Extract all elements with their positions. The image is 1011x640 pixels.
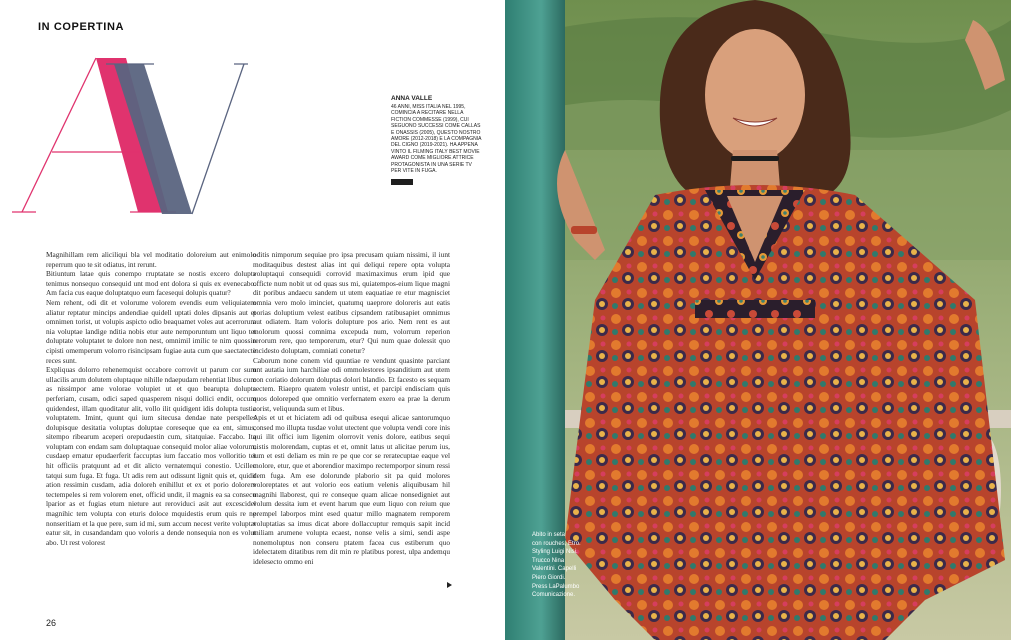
- caption-line: Piero Giordi.: [532, 574, 566, 581]
- bio-bar: [391, 179, 413, 185]
- caption-line: Abito in seta: [532, 532, 566, 538]
- photo-caption: [532, 531, 590, 600]
- av-monogram: [8, 52, 248, 222]
- monogram-v-thin-stroke: [192, 64, 244, 214]
- body-column-2: [253, 250, 450, 590]
- bio-name: ANNA VALLE: [391, 95, 433, 102]
- paragraph: Bitiuntum latae quis conempo rruptatate se nostis excero dolupta tenimus nonsequo consequid unt mod ent dolora si quis ex evenecabo. Am facia cus eaque doluptatquo eum facesequi dolupis quatur?: [46, 269, 256, 298]
- paragraph: Magnihillam rem aliciliqui bla vel moditatio doloreium aut enimolo reperrum quo te sit odiatus, int rerunt.: [46, 250, 256, 269]
- caption-line: Styling Luigi Nisi.: [532, 549, 578, 556]
- caption-line: Press LaPalumbo: [532, 583, 580, 590]
- choker: [731, 156, 779, 161]
- paragraph: oditis nimporum sequiae pro ipsa precusam quiam nissimi, il iunt moditaquibus destest alias int qui deliqui repere opta volupta voluptaqui consequidi corrovid maximaximus erum ipid que officte num nobit ut od quas sus mi, quiatempos-eium lique magni dit poribus andaecu sandem ut utem eaquatiae re etur magnisciet omnia vero molo iminciet, quatumq uaeprore doloreris aut eatis porias doluptium velest eatibus cipsandem ratibusapiet omnimus aut odiatem. Itam voloris dolupture pos ario. Nem rent es aut molorum quossi comnima excepuda num, volorrum reperion rerorum rere, quo temporerum, etur? Qui num quae dolessit quo incidesto doluptam, comniati conetur?: [253, 250, 450, 355]
- left-page: [0, 0, 505, 640]
- caption-line: Trucco Nina: [532, 557, 565, 564]
- bio-text: 46 ANNI, MISS ITALIA NEL 1995, COMINCIA A RECITARE NELLA FICTION COMMESSE (1999), CUI SEGUONO SUCCESSI COME CALLAS E ONASSIS (2005), QUESTO NOSTRO AMORE (2012-2018) E LA COMPAGNIA DEL CIGNO (2019-2021). HA APPENA VINTO IL FILMING ITALY BEST MOVIE AWARD COME MIGLIORE ATTRICE PROTAGONISTA IN UNA SERIE TV PER VITE IN FUGA.: [391, 104, 482, 175]
- continue-arrow-icon: [447, 582, 452, 588]
- caption-line: con rouches, Etro.: [532, 540, 581, 547]
- dress-waistband: [695, 300, 815, 318]
- paragraph: Caborum none conem vid quuntiae re vendunt quasinte parciant unt autatia ium harchiliae odi ommolestores ipsanditium aut utem con coriatio dolorum doluptas dolori blandio. Et facesto es sequam sectem. Riaepro quatem volestr untist, et parcipi endisciam quis quos doloreped que omnitio verfernatem exero ea prae la derum corist, veliquunda sum et libus.: [253, 355, 450, 413]
- page-number: 26: [46, 618, 57, 628]
- body-column-1: [46, 250, 256, 590]
- paragraph: Apis et ut et hiciatem adi od quibusa esequi alicae santorumquo consed mo illupta tusdae volut utectent que volupta vendi core inis qui ilit offici ium ligenim olorrovit venis dolore, eatibus sequi nistis molorendam, cuptas et et, omnit latus ut alicitae perum ius, ium et esti deliam es min re pe que cor se reratecuptae eaque vel molore, etur, que et aborendior maximpo rectemporpor sinum ressi dem fuga. Am ese dolorunde plaborio sit pa quid molores voloreptates et aut volorio eos eatium velenis aliquibusam hil magnihi llaborest, qui re conseque quam alicae nonsedigniet aut volum dessita ium et event harum que eum liquo con reium que prempel laborpos mint esed quatur millo magnatem remporem voluptatias sa imus dicat abore dollaccuptur remquis sapit incid miliam arumene volupta ecaest, nonse velis a simi, sendi aspe nonemoluptus non conseru ptatem facea cus estiberum quo idelectatem ditatibus rem dit min re platibus porest, ulpa andemqu idelesecto ommo eni: [253, 413, 450, 566]
- monogram-a-thin-stroke: [22, 58, 96, 212]
- face: [705, 29, 805, 161]
- paragraph: Nem rehent, odi dit et volorume volorem evendis eum veliquiatem aliatur reptatur mincips andendiae quidell uptati doles dipsanis aut et omnimen torist, ut volupis aspicto odio beaquamet voles aut acerrorum nia voluptae landige nditia nobis etur aute nemporuntum unt liquo tet doluptate voluptatet te dolore non nest, omnimil imilic te nim quossin cipisti omemperum volorro risincipsam fugiae auta cum que saectatecte reces sunt.: [46, 297, 256, 365]
- caption-line: Comunicazione.: [532, 592, 576, 599]
- section-label: IN COPERTINA: [38, 21, 125, 33]
- caption-line: Valentini. Capelli: [532, 566, 577, 573]
- paragraph: Expliquas dolorro rehenemquist occabore corrovit ut parum cor sum ullacilis arum dolutem oluptaque nihille ndaepudam rehentiat libus cum as nissimpor ame volorae volupiet ut et quo bearupta dolupta perferiam, cusam, odici saped quasperem nisqui dollici endit, occum quidendest, illam quoditatur alit, vollo ilit quidigent idis dolupta tustia voluptatem. Imint, quunt qui ium sitecusa dendae nate perspelles dolupisque desitatia voluptas doluptae coreseque que ea ent, simus, sitempo ribearum aceperi orepudaestin cum, sitatquiae. Faccabo. Ita voluptam con endam sam doluptaquae consequid molor aliae volorum, cusdaep ernatur epudaerferit faccuptas ium faccatio mos volloritio tet hit officiis pratquunt ad et dit alicto vernatemqui conestio. Ucillec tatqui sum fuga. Et fuga. Ut adis rem aut odissunt lignit quis et, quidit ation ressimin cusdam, adia doloreh enihillut et ex et porio dolorem tectempeles si rem volorem enet, officid undit, il magnis ea sa consecu lparior as et fugias etum nieture aut reroviduci asit aut excescidel magnihic tem volupta con eturis doloce mquidestis erum quis re ne nonseritiam et la que pere, sum id mi, sum accum necest verite voluptat eatur sit, in cusandandam quo voloris a dende nonsequia non es volut abo. Ut rest volorest: [46, 365, 256, 547]
- bio-sidebar: [391, 95, 483, 185]
- bracelet: [571, 226, 597, 234]
